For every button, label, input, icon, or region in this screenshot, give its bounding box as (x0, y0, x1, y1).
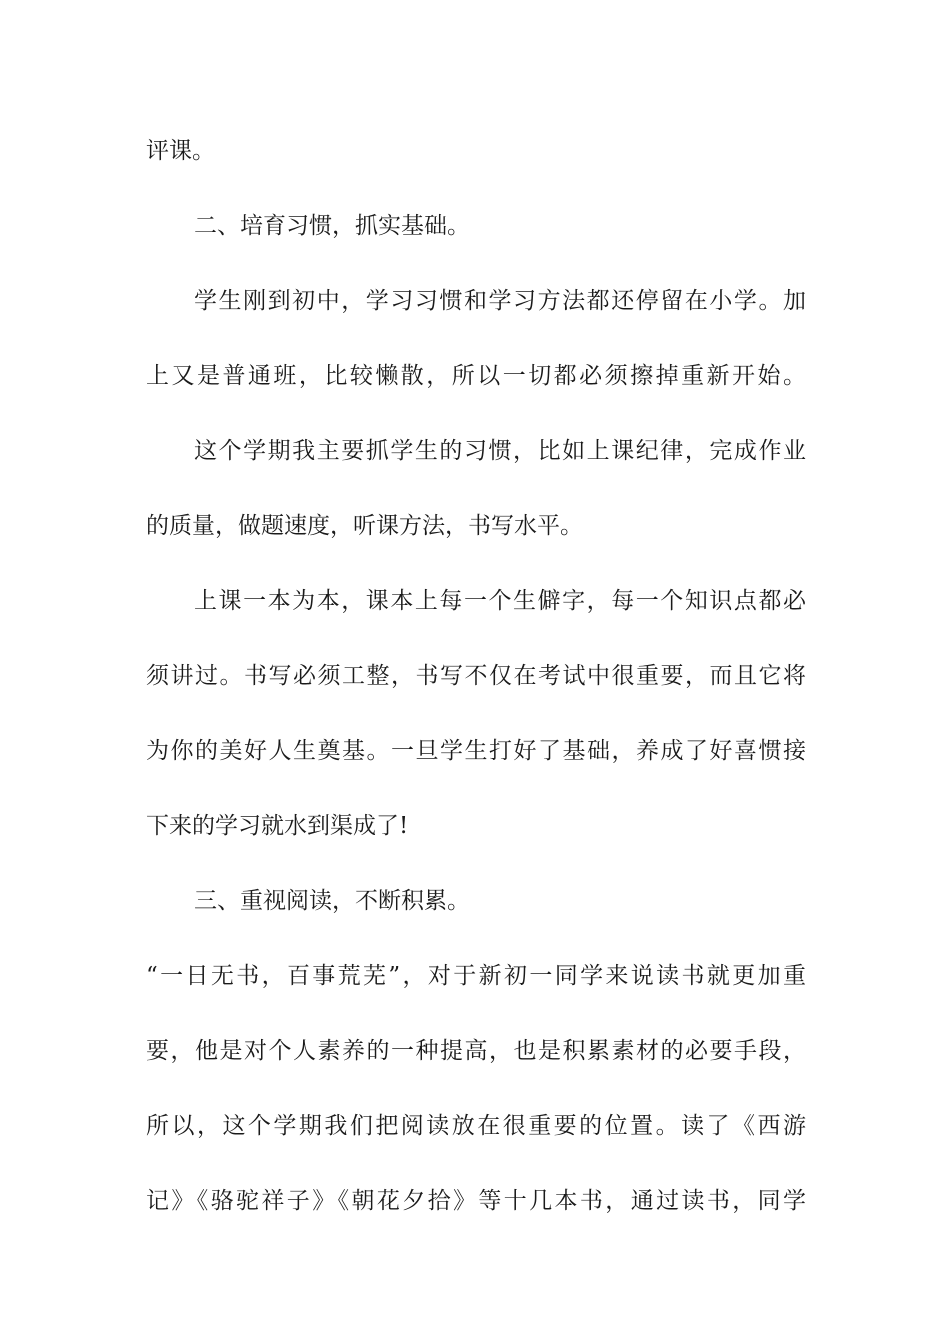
text-line: 所以，这个学期我们把阅读放在很重要的位置。读了《西游 (146, 1113, 806, 1139)
text-line: 学生刚到初中，学习习惯和学习方法都还停留在小学。加 (194, 288, 806, 314)
text-line: 上课一本为本，课本上每一个生僻字，每一个知识点都必 (194, 588, 806, 614)
text-line: 下来的学习就水到渠成了! (146, 813, 409, 839)
text-line: 的质量，做题速度，听课方法，书写水平。 (146, 513, 583, 539)
text-line: 这个学期我主要抓学生的习惯，比如上课纪律，完成作业 (194, 438, 806, 464)
text-line: 上又是普通班，比较懒散，所以一切都必须擦掉重新开始。 (146, 363, 806, 389)
text-line: 为你的美好人生奠基。一旦学生打好了基础，养成了好喜惯接 (146, 738, 806, 764)
text-line: 评课。 (146, 138, 215, 164)
section-heading: 二、培育习惯，抓实基础。 (194, 213, 470, 239)
text-line: “一日无书，百事荒芜”，对于新初一同学来说读书就更加重 (146, 963, 806, 989)
section-heading: 三、重视阅读，不断积累。 (194, 888, 470, 914)
text-line: 须讲过。书写必须工整，书写不仅在考试中很重要，而且它将 (146, 663, 806, 689)
text-line: 记》《骆驼祥子》《朝花夕拾》等十几本书，通过读书，同学 (146, 1188, 806, 1214)
text-line: 要，他是对个人素养的一种提高，也是积累素材的必要手段， (146, 1038, 806, 1064)
